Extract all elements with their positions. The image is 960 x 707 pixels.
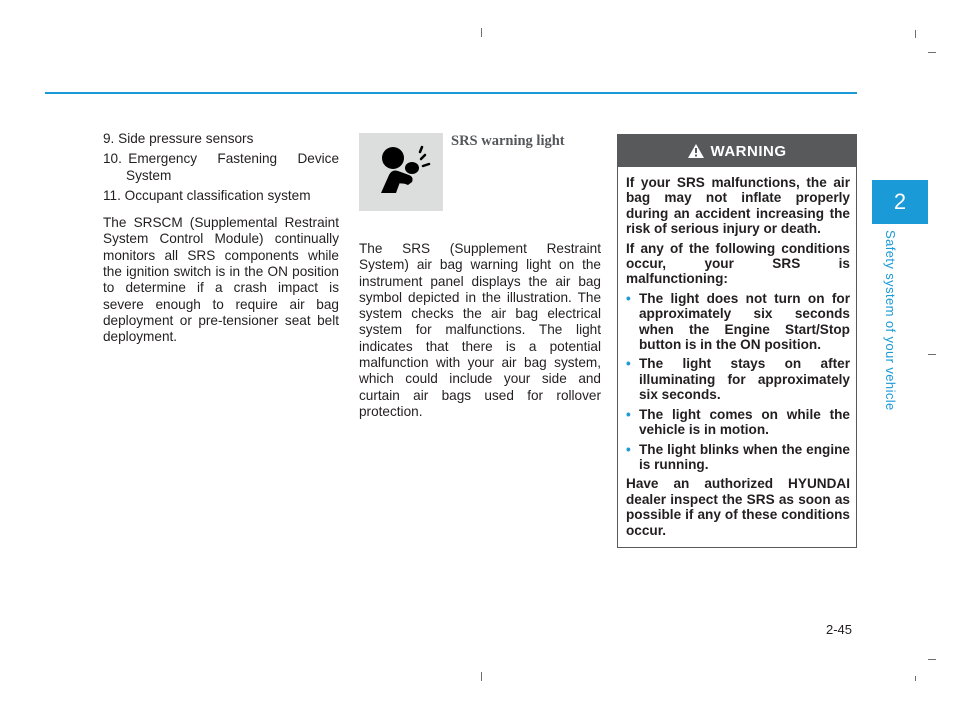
list-text: Occupant classification system [124,187,311,203]
warning-closing: Have an authorized HYUNDAI dealer inspect the SRS as soon as possible if any of these conditions occur. [626,476,850,538]
warning-bullet: • The light comes on while the vehicle is in motion. [626,406,850,438]
airbag-warning-icon [359,133,443,211]
list-text: Side pressure sensors [118,131,254,146]
list-number: 11. [103,187,121,203]
warning-title: WARNING [710,142,787,160]
crop-mark [928,52,936,53]
crop-mark [481,672,482,681]
warning-bullet: • The light does not turn on for approximately six seconds when the Engine Start/Stop button is in the ON position. [626,290,850,353]
warning-bullet: • The light stays on after illuminating for approximately six seconds. [626,356,850,403]
crop-mark [915,30,916,38]
page-number: 2-45 [826,622,853,637]
srscm-paragraph: The SRSCM (Supplemental Restraint System Control Module) continually monitors all SRS components while the ignition switch is in the ON position to determine if a crash impact is severe enough to require air bag deployment or pre-tensioner seat belt deployment. [103,215,339,345]
warning-box [617,134,857,548]
warning-lead: If any of the following conditions occur, your SRS is malfunctioning: [626,240,850,287]
list-item [103,188,339,204]
crop-mark [928,354,936,355]
crop-mark [481,28,482,37]
warning-intro: If your SRS malfunctions, the air bag may not inflate properly during an accident increasing the risk of serious injury or death. [626,175,850,237]
list-number: 10. [103,151,122,167]
crop-mark [915,676,916,681]
list-text: Emergency Fastening Device System [126,151,340,183]
warning-header [618,135,856,167]
srs-warning-paragraph: The SRS (Supplement Restraint System) air bag warning light on the instrument panel displays the air bag symbol depicted in the illustration. The system checks the air bag electrical system for malfunctions. The light indicates that there is a potential malfunction with your air bag system, which could include your side and curtain air bags used for rollover protection. [359,241,601,419]
list-item [103,131,339,147]
header-rule [45,92,857,94]
chapter-tab: 2 [872,180,928,224]
warning-triangle-icon [688,144,704,158]
chapter-title: Safety system of your vehicle [883,230,898,411]
section-heading: SRS warning light [451,133,565,149]
list-item [103,151,339,184]
list-number: 9. [103,131,115,146]
warning-bullet: • The light blinks when the engine is running. [626,441,850,472]
warning-body [618,167,856,538]
crop-mark [928,659,936,660]
left-column [103,131,339,346]
